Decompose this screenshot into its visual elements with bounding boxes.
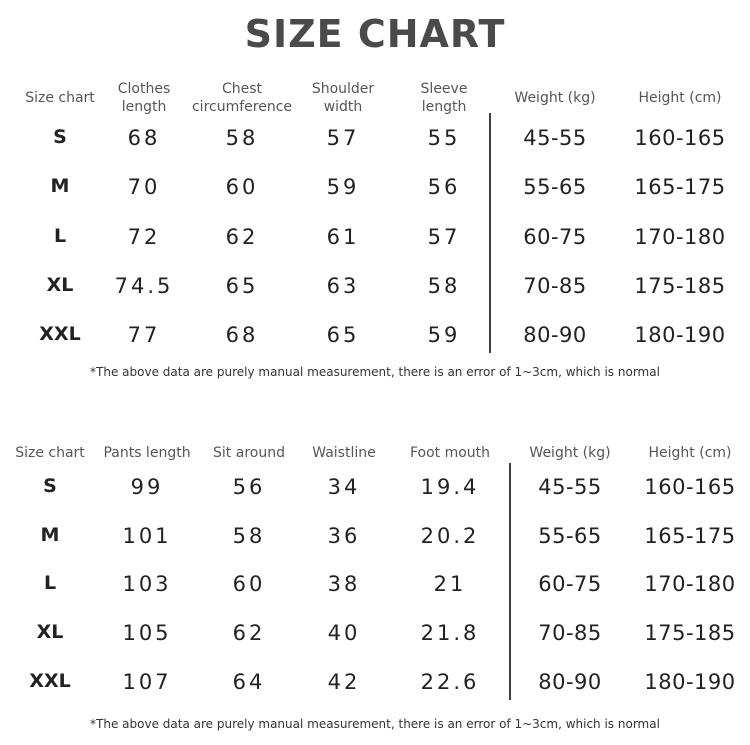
- top-table-cell: 74.5: [114, 274, 174, 298]
- bottom-size-label: M: [40, 524, 60, 546]
- bottom-table-cell: 55-65: [538, 524, 602, 548]
- bottom-table-cell: 175-185: [644, 621, 736, 645]
- top-table-cell: 57: [326, 126, 360, 150]
- bottom-table-cell: 170-180: [644, 572, 736, 596]
- top-header-col-5: Weight (kg): [514, 90, 596, 106]
- top-table-cell: 57: [427, 225, 461, 249]
- bottom-size-label: XXL: [29, 670, 71, 692]
- bottom-size-label: XL: [36, 621, 64, 643]
- top-header-col-2: Chest circumference: [191, 81, 293, 115]
- top-table-cell: 60-75: [523, 225, 587, 249]
- bottom-table-cell: 22.6: [420, 670, 480, 694]
- bottom-size-label: S: [43, 475, 57, 497]
- bottom-header-col-0: Size chart: [15, 445, 85, 461]
- bottom-table-cell: 40: [327, 621, 361, 645]
- bottom-table-cell: 103: [122, 572, 172, 596]
- top-table-cell: 56: [427, 175, 461, 199]
- top-table-cell: 77: [127, 323, 161, 347]
- bottom-size-label: L: [43, 572, 57, 594]
- top-table-cell: 60: [225, 175, 259, 199]
- bottom-table-cell: 20.2: [420, 524, 480, 548]
- top-table-cell: 55-65: [523, 175, 587, 199]
- top-table-cell: 45-55: [523, 126, 587, 150]
- bottom-header-col-3: Waistline: [312, 445, 376, 461]
- top-table-cell: 70: [127, 175, 161, 199]
- page-title: SIZE CHART: [244, 12, 506, 56]
- bottom-table-cell: 105: [122, 621, 172, 645]
- top-table-cell: 65: [225, 274, 259, 298]
- bottom-header-col-2: Sit around: [213, 445, 285, 461]
- top-table-note: *The above data are purely manual measurement, there is an error of 1~3cm, which is normal: [90, 365, 660, 379]
- bottom-table-cell: 180-190: [644, 670, 736, 694]
- top-table-cell: 58: [427, 274, 461, 298]
- top-size-label: L: [53, 225, 67, 247]
- bottom-table-cell: 60-75: [538, 572, 602, 596]
- bottom-table-cell: 36: [327, 524, 361, 548]
- top-table-cell: 59: [326, 175, 360, 199]
- top-size-label: S: [53, 126, 67, 148]
- bottom-table-cell: 56: [232, 475, 266, 499]
- top-header-col-6: Height (cm): [638, 90, 722, 106]
- top-table-cell: 65: [326, 323, 360, 347]
- top-table-divider: [489, 113, 491, 353]
- top-table-cell: 68: [127, 126, 161, 150]
- top-table-cell: 70-85: [523, 274, 587, 298]
- bottom-table-cell: 21.8: [420, 621, 480, 645]
- bottom-table-cell: 58: [232, 524, 266, 548]
- bottom-table-cell: 38: [327, 572, 361, 596]
- bottom-table-cell: 70-85: [538, 621, 602, 645]
- top-header-col-3: Shoulder width: [311, 81, 375, 115]
- top-table-cell: 170-180: [634, 225, 726, 249]
- bottom-header-col-4: Foot mouth: [409, 445, 491, 461]
- top-table-cell: 175-185: [634, 274, 726, 298]
- bottom-table-note: *The above data are purely manual measurement, there is an error of 1~3cm, which is normal: [90, 717, 660, 731]
- top-size-label: XL: [46, 274, 74, 296]
- bottom-table-cell: 60: [232, 572, 266, 596]
- bottom-table-cell: 42: [327, 670, 361, 694]
- bottom-table-divider: [509, 463, 511, 700]
- bottom-table-cell: 21: [433, 572, 467, 596]
- bottom-table-cell: 165-175: [644, 524, 736, 548]
- bottom-table-cell: 19.4: [420, 475, 480, 499]
- bottom-table-cell: 64: [232, 670, 266, 694]
- top-size-label: M: [50, 175, 70, 197]
- top-header-col-4: Sleeve length: [420, 81, 468, 115]
- top-table-cell: 58: [225, 126, 259, 150]
- bottom-table-cell: 34: [327, 475, 361, 499]
- top-table-cell: 63: [326, 274, 360, 298]
- bottom-table-cell: 80-90: [538, 670, 602, 694]
- bottom-header-col-6: Height (cm): [648, 445, 732, 461]
- top-table-cell: 180-190: [634, 323, 726, 347]
- bottom-table-cell: 107: [122, 670, 172, 694]
- top-size-label: XXL: [39, 323, 81, 345]
- top-table-cell: 72: [127, 225, 161, 249]
- bottom-table-cell: 101: [122, 524, 172, 548]
- top-table-cell: 62: [225, 225, 259, 249]
- top-table-cell: 61: [326, 225, 360, 249]
- bottom-header-col-5: Weight (kg): [529, 445, 611, 461]
- top-table-cell: 165-175: [634, 175, 726, 199]
- bottom-table-cell: 99: [130, 475, 164, 499]
- bottom-table-cell: 160-165: [644, 475, 736, 499]
- top-table-cell: 160-165: [634, 126, 726, 150]
- top-table-cell: 80-90: [523, 323, 587, 347]
- top-table-cell: 59: [427, 323, 461, 347]
- top-table-cell: 55: [427, 126, 461, 150]
- bottom-table-cell: 62: [232, 621, 266, 645]
- top-header-col-1: Clothes length: [117, 81, 171, 115]
- top-header-col-0: Size chart: [25, 90, 95, 106]
- bottom-table-cell: 45-55: [538, 475, 602, 499]
- top-table-cell: 68: [225, 323, 259, 347]
- bottom-header-col-1: Pants length: [103, 445, 191, 461]
